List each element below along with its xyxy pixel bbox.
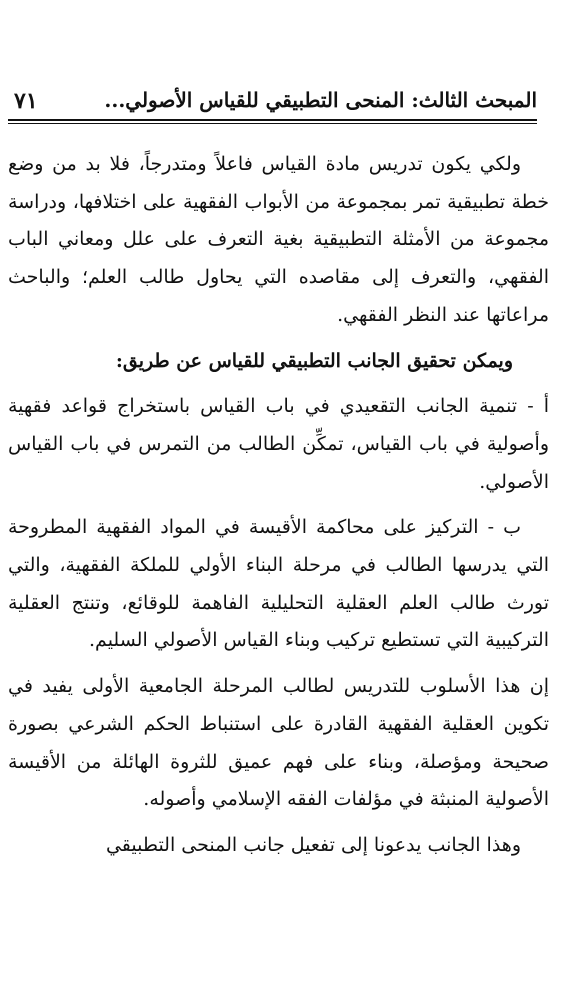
running-header-title: المبحث الثالث: المنحى التطبيقي للقياس الأصولي... — [104, 88, 537, 112]
list-item-b: ب - التركيز على محاكمة الأقيسة في المواد الفقهية المطروحة التي يدرسها الطالب في مرحلة البناء الأولي للملكة الفقهية، والتي تورث طالب العلم العقلية التحليلية الفاهمة للوقائع، وتنتج العقلية التركيبية التي تستطيع تركيب وبناء القياس الأصولي السليم. — [8, 516, 549, 652]
section-lead-in: ويمكن تحقيق الجانب التطبيقي للقياس عن طريق: — [115, 349, 513, 372]
paragraph-intro: ولكي يكون تدريس مادة القياس فاعلاً ومتدرجاً، فلا بد من وضع خطة تطبيقية تمر بمجموعة من الأبواب الفقهية على اختلافها، ودراسة مجموعة من الأمثلة التطبيقية بغية التعرف على علل ومعاني الباب الفقهي، والتعرف إلى مقاصده التي يحاول طالب العلم؛ والباحث مراعاتها عند النظر الفقهي. — [8, 153, 549, 326]
body-text — [8, 146, 549, 865]
list-item-a: أ - تنمية الجانب التقعيدي في باب القياس باستخراج قواعد فقهية وأصولية في باب القياس، تمكِّن الطالب من التمرس في باب القياس الأصولي. — [8, 395, 549, 493]
page-number: ٧١ — [14, 88, 38, 114]
header-rule — [8, 119, 537, 124]
running-header — [8, 88, 537, 124]
paragraph-closing: وهذا الجانب يدعونا إلى تفعيل جانب المنحى التطبيقي — [105, 833, 521, 856]
paragraph-method: إن هذا الأسلوب للتدريس لطالب المرحلة الجامعية الأولى يفيد في تكوين العقلية الفقهية القادرة على استنباط الحكم الشرعي بصورة صحيحة ومؤصلة، وبناء على فهم عميق للثروة الهائلة من الأقيسة الأصولية المنبثة في مؤلفات الفقه الإسلامي وأصوله. — [8, 675, 549, 811]
